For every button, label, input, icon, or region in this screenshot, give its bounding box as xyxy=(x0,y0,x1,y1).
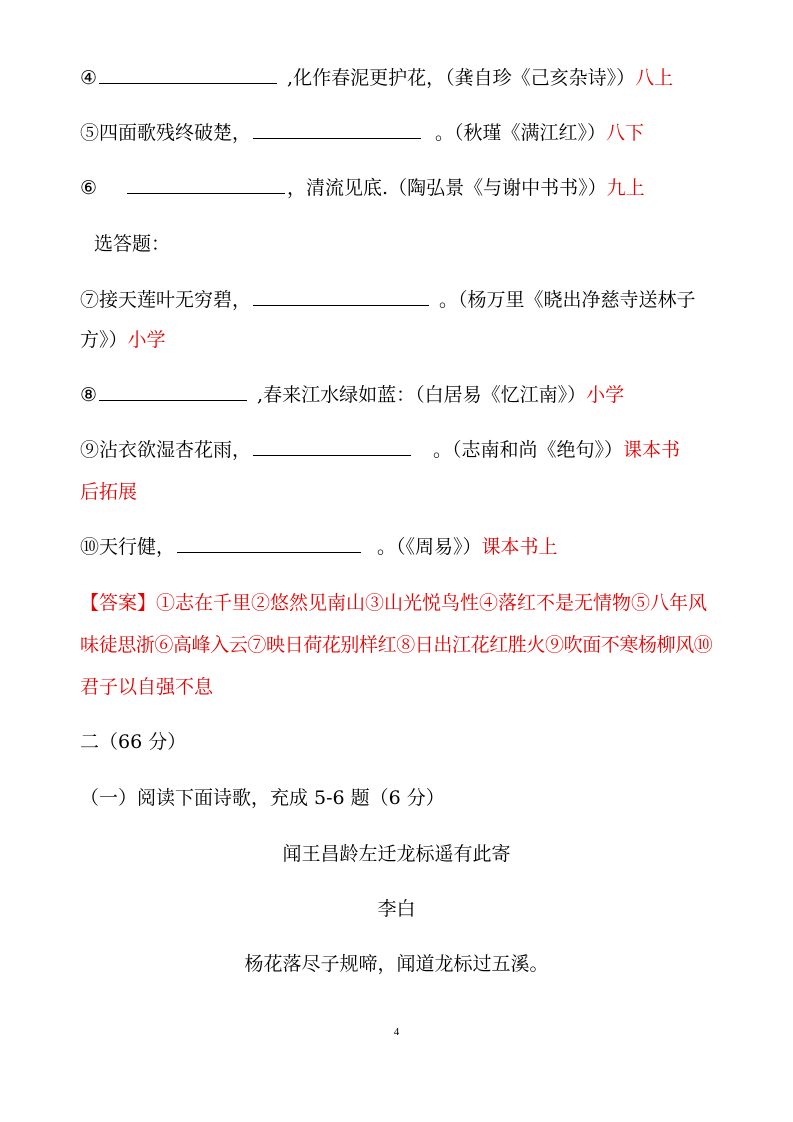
question-text: ⑤四面歌残终破楚， xyxy=(80,122,252,144)
question-source: 。（《周易》） xyxy=(377,536,482,558)
poem-title: 闻王昌龄左迁龙标遥有此寄 xyxy=(282,843,511,865)
answer-blank[interactable] xyxy=(127,179,285,194)
question-source: 。（杨万里《晓出净慈寺送林子 xyxy=(439,289,696,311)
question-10 xyxy=(80,535,720,559)
answer-line-1 xyxy=(80,591,720,615)
grade-tag: 小学 xyxy=(127,329,166,351)
poem-author: 李白 xyxy=(377,898,416,920)
grade-tag: 课本书上 xyxy=(481,536,558,558)
reading-instructions: （一）阅读下面诗歌，充成 5-6 题（6 分） xyxy=(80,787,445,809)
question-8 xyxy=(80,383,720,407)
question-text: ,春来江水绿如蓝：（白居易《忆江南》） xyxy=(257,384,587,406)
question-number: ⑧ xyxy=(80,384,98,406)
question-text: ⑦接天莲叶无穷碧， xyxy=(80,289,252,311)
question-9 xyxy=(80,438,720,462)
answer-label: 【答案】 xyxy=(80,592,157,614)
answer-blank[interactable] xyxy=(253,124,421,139)
answer-blank[interactable] xyxy=(253,441,411,456)
answer-text: ①志在千里②悠然见南山③山光悦鸟性④落红不是无情物⑤八年风 xyxy=(156,592,708,614)
grade-tag: 九上 xyxy=(606,177,645,199)
answer-line-3: 君子以自强不息 xyxy=(80,676,214,698)
question-text: ,化作春泥更护花，（龚自珍《己亥杂诗》） xyxy=(287,67,636,89)
question-number: ④ xyxy=(80,67,98,89)
question-5 xyxy=(80,121,720,145)
answer-blank[interactable] xyxy=(253,291,429,306)
question-6 xyxy=(80,176,720,200)
answer-blank[interactable] xyxy=(99,69,277,84)
question-text: ，清流见底.（陶弘景《与谢中书书》） xyxy=(287,177,607,199)
optional-heading: 选答题： xyxy=(94,233,171,255)
answer-line-2: 味徒思浙⑥高峰入云⑦映日荷花别样红⑧日出江花红胜火⑨吹面不寒杨柳风⑩ xyxy=(80,634,713,656)
poem-line: 杨花落尽子规啼，闻道龙标过五溪。 xyxy=(244,953,549,975)
question-7-cont xyxy=(80,328,720,352)
answer-blank[interactable] xyxy=(177,538,361,553)
question-4 xyxy=(80,66,720,90)
question-source: 。（秋瑾《满江红》） xyxy=(435,122,607,144)
question-source-cont: 方》） xyxy=(80,329,128,351)
grade-tag: 八上 xyxy=(635,67,674,89)
question-7 xyxy=(80,288,720,312)
grade-tag-cont: 后拓展 xyxy=(80,481,138,503)
question-source: 。（志南和尚《绝句》） xyxy=(433,439,624,461)
answer-blank[interactable] xyxy=(99,386,247,401)
section-title: 二（66 分） xyxy=(80,731,187,753)
question-number: ⑥ xyxy=(80,177,98,199)
grade-tag: 小学 xyxy=(586,384,625,406)
page-number: 4 xyxy=(393,1026,400,1038)
grade-tag: 课本书 xyxy=(623,439,681,461)
question-text: ⑨沾衣欲湿杏花雨， xyxy=(80,439,252,461)
grade-tag: 八下 xyxy=(606,122,645,144)
question-text: ⑩天行健， xyxy=(80,536,176,558)
